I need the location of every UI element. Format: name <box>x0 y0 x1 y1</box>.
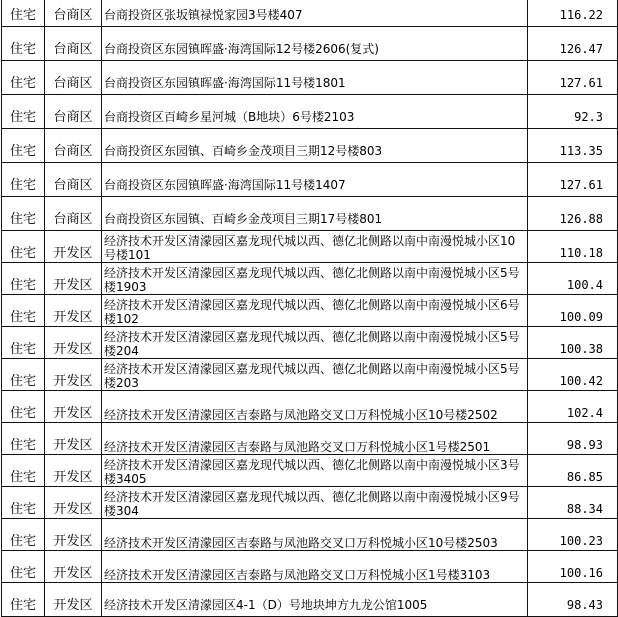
address-cell: 经济技术开发区清濛园区嘉龙现代城以西、德亿北侧路以南中南漫悦城小区6号楼102 <box>102 295 528 327</box>
table-row <box>2 27 618 61</box>
type-cell: 住宅 <box>2 487 45 519</box>
table-row <box>2 0 618 27</box>
address-cell: 台商投资区东园镇、百崎乡金茂项目三期12号楼803 <box>102 129 528 163</box>
table-row <box>2 263 618 295</box>
district-cell: 台商区 <box>45 0 102 27</box>
district-cell: 开发区 <box>45 359 102 391</box>
area-cell: 116.22 <box>528 0 618 27</box>
table-row <box>2 163 618 197</box>
district-cell: 台商区 <box>45 163 102 197</box>
district-cell: 开发区 <box>45 327 102 359</box>
type-cell: 住宅 <box>2 163 45 197</box>
district-cell: 开发区 <box>45 487 102 519</box>
address-cell: 经济技术开发区清濛园区嘉龙现代城以西、德亿北侧路以南中南漫悦城小区5号楼1903 <box>102 263 528 295</box>
area-cell: 98.93 <box>528 423 618 455</box>
area-cell: 100.42 <box>528 359 618 391</box>
district-cell: 开发区 <box>45 423 102 455</box>
type-cell: 住宅 <box>2 263 45 295</box>
area-cell: 100.16 <box>528 551 618 583</box>
district-cell: 开发区 <box>45 263 102 295</box>
area-cell: 98.43 <box>528 583 618 617</box>
district-cell: 台商区 <box>45 95 102 129</box>
district-cell: 开发区 <box>45 231 102 263</box>
district-cell: 开发区 <box>45 391 102 423</box>
type-cell: 住宅 <box>2 61 45 95</box>
district-cell: 台商区 <box>45 61 102 95</box>
type-cell: 住宅 <box>2 359 45 391</box>
table-row <box>2 359 618 391</box>
type-cell: 住宅 <box>2 455 45 487</box>
area-cell: 100.09 <box>528 295 618 327</box>
type-cell: 住宅 <box>2 129 45 163</box>
district-cell: 开发区 <box>45 295 102 327</box>
district-cell: 开发区 <box>45 519 102 551</box>
address-cell: 经济技术开发区清濛园区吉泰路与凤池路交叉口万科悦城小区10号楼2502 <box>102 391 528 423</box>
area-cell: 126.47 <box>528 27 618 61</box>
district-cell: 台商区 <box>45 27 102 61</box>
address-cell: 台商投资区张坂镇禄悦家园3号楼407 <box>102 0 528 27</box>
area-cell: 110.18 <box>528 231 618 263</box>
table-row <box>2 455 618 487</box>
type-cell: 住宅 <box>2 519 45 551</box>
type-cell: 住宅 <box>2 295 45 327</box>
address-cell: 台商投资区百崎乡星河城（B地块）6号楼2103 <box>102 95 528 129</box>
address-cell: 经济技术开发区清濛园区嘉龙现代城以西、德亿北侧路以南中南漫悦城小区10号楼101 <box>102 231 528 263</box>
district-cell: 开发区 <box>45 455 102 487</box>
address-cell: 经济技术开发区清濛园区嘉龙现代城以西、德亿北侧路以南中南漫悦城小区9号楼304 <box>102 487 528 519</box>
area-cell: 88.34 <box>528 487 618 519</box>
area-cell: 100.23 <box>528 519 618 551</box>
table-row <box>2 487 618 519</box>
type-cell: 住宅 <box>2 551 45 583</box>
district-cell: 开发区 <box>45 583 102 617</box>
address-cell: 经济技术开发区清濛园区吉泰路与凤池路交叉口万科悦城小区1号楼3103 <box>102 551 528 583</box>
type-cell: 住宅 <box>2 95 45 129</box>
table-row <box>2 583 618 617</box>
address-cell: 经济技术开发区清濛园区嘉龙现代城以西、德亿北侧路以南中南漫悦城小区5号楼204 <box>102 327 528 359</box>
address-cell: 经济技术开发区清濛园区吉泰路与凤池路交叉口万科悦城小区1号楼2501 <box>102 423 528 455</box>
address-cell: 经济技术开发区清濛园区吉泰路与凤池路交叉口万科悦城小区10号楼2503 <box>102 519 528 551</box>
type-cell: 住宅 <box>2 391 45 423</box>
table-row <box>2 519 618 551</box>
district-cell: 台商区 <box>45 129 102 163</box>
address-cell: 台商投资区东园镇晖盛·海湾国际11号楼1407 <box>102 163 528 197</box>
property-table <box>1 0 618 617</box>
area-cell: 113.35 <box>528 129 618 163</box>
address-cell: 台商投资区东园镇晖盛·海湾国际12号楼2606(复式) <box>102 27 528 61</box>
address-cell: 台商投资区东园镇晖盛·海湾国际11号楼1801 <box>102 61 528 95</box>
table-row <box>2 551 618 583</box>
type-cell: 住宅 <box>2 197 45 231</box>
type-cell: 住宅 <box>2 327 45 359</box>
area-cell: 102.4 <box>528 391 618 423</box>
address-cell: 经济技术开发区清濛园区4-1（D）号地块坤方九龙公馆1005 <box>102 583 528 617</box>
table-row <box>2 391 618 423</box>
area-cell: 127.61 <box>528 163 618 197</box>
table-row <box>2 95 618 129</box>
table-row <box>2 197 618 231</box>
area-cell: 92.3 <box>528 95 618 129</box>
type-cell: 住宅 <box>2 231 45 263</box>
area-cell: 86.85 <box>528 455 618 487</box>
table-row <box>2 423 618 455</box>
address-cell: 台商投资区东园镇、百崎乡金茂项目三期17号楼801 <box>102 197 528 231</box>
table-body <box>2 0 618 617</box>
table-row <box>2 231 618 263</box>
address-cell: 经济技术开发区清濛园区嘉龙现代城以西、德亿北侧路以南中南漫悦城小区3号楼3405 <box>102 455 528 487</box>
district-cell: 开发区 <box>45 551 102 583</box>
area-cell: 126.88 <box>528 197 618 231</box>
type-cell: 住宅 <box>2 583 45 617</box>
type-cell: 住宅 <box>2 423 45 455</box>
district-cell: 台商区 <box>45 197 102 231</box>
type-cell: 住宅 <box>2 0 45 27</box>
area-cell: 100.4 <box>528 263 618 295</box>
address-cell: 经济技术开发区清濛园区嘉龙现代城以西、德亿北侧路以南中南漫悦城小区5号楼203 <box>102 359 528 391</box>
table-row <box>2 295 618 327</box>
table-row <box>2 327 618 359</box>
table-row <box>2 61 618 95</box>
area-cell: 100.38 <box>528 327 618 359</box>
area-cell: 127.61 <box>528 61 618 95</box>
table-row <box>2 129 618 163</box>
type-cell: 住宅 <box>2 27 45 61</box>
